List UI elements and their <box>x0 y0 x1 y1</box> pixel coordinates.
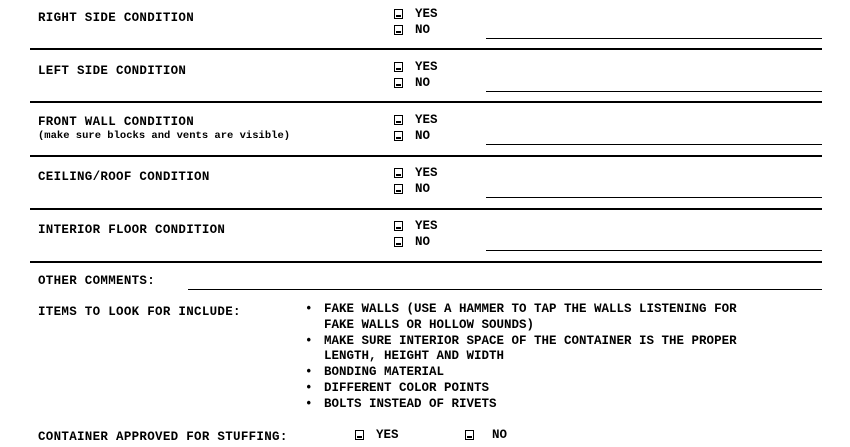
list-item: • BOLTS INSTEAD OF RIVETS <box>305 396 497 411</box>
condition-label: LEFT SIDE CONDITION <box>38 64 187 78</box>
yes-option[interactable]: YES <box>394 113 438 127</box>
checkbox-icon[interactable] <box>394 184 403 194</box>
section-divider <box>30 155 822 157</box>
checkbox-icon[interactable] <box>394 237 403 247</box>
checkbox-icon[interactable] <box>465 430 474 440</box>
no-option[interactable]: NO <box>394 23 430 37</box>
no-option[interactable]: NO <box>394 76 430 90</box>
approval-yes-option[interactable]: YES <box>355 428 399 442</box>
approval-no-option[interactable]: NO <box>465 428 507 442</box>
checkbox-icon[interactable] <box>394 131 403 141</box>
checkbox-icon[interactable] <box>394 78 403 88</box>
other-comments-line[interactable] <box>188 289 822 290</box>
comment-line[interactable] <box>486 91 822 92</box>
comment-line[interactable] <box>486 250 822 251</box>
list-item: • BONDING MATERIAL <box>305 365 445 380</box>
condition-label: INTERIOR FLOOR CONDITION <box>38 223 226 237</box>
yes-option[interactable]: YES <box>394 60 438 74</box>
comment-line[interactable] <box>486 197 822 198</box>
checkbox-icon[interactable] <box>394 221 403 231</box>
bullet-icon: • <box>305 380 313 395</box>
checkbox-icon[interactable] <box>394 168 403 178</box>
section-divider <box>30 48 822 50</box>
bullet-icon: • <box>305 333 313 348</box>
list-item: • DIFFERENT COLOR POINTS <box>305 380 490 395</box>
comment-line[interactable] <box>486 144 822 145</box>
bullet-icon: • <box>305 365 313 380</box>
yes-option[interactable]: YES <box>394 219 438 233</box>
checkbox-icon[interactable] <box>394 62 403 72</box>
checkbox-icon[interactable] <box>394 25 403 35</box>
section-divider <box>30 208 822 210</box>
list-item: • MAKE SURE INTERIOR SPACE OF THE CONTAINER IS THE PROPER LENGTH, HEIGHT AND WIDTH <box>305 333 737 364</box>
condition-label: FRONT WALL CONDITION <box>38 115 195 129</box>
no-option[interactable]: NO <box>394 235 430 249</box>
approval-label: CONTAINER APPROVED FOR STUFFING: <box>38 430 288 444</box>
condition-note: (make sure blocks and vents are visible) <box>38 130 291 142</box>
checkbox-icon[interactable] <box>394 115 403 125</box>
bullet-icon: • <box>305 396 313 411</box>
list-item: • FAKE WALLS (USE A HAMMER TO TAP THE WALLS LISTENING FOR FAKE WALLS OR HOLLOW SOUNDS) <box>305 302 737 332</box>
section-divider <box>30 261 822 263</box>
yes-option[interactable]: YES <box>394 166 438 180</box>
bullet-icon: • <box>305 302 313 316</box>
condition-label: CEILING/ROOF CONDITION <box>38 170 210 184</box>
condition-label: RIGHT SIDE CONDITION <box>38 11 195 25</box>
no-option[interactable]: NO <box>394 129 430 143</box>
section-divider <box>30 101 822 103</box>
no-option[interactable]: NO <box>394 182 430 196</box>
yes-option[interactable]: YES <box>394 7 438 21</box>
items-list <box>300 302 737 413</box>
checkbox-icon[interactable] <box>394 9 403 19</box>
items-label: ITEMS TO LOOK FOR INCLUDE: <box>38 305 241 319</box>
other-comments-label: OTHER COMMENTS: <box>38 274 156 288</box>
checkbox-icon[interactable] <box>355 430 364 440</box>
comment-line[interactable] <box>486 38 822 39</box>
